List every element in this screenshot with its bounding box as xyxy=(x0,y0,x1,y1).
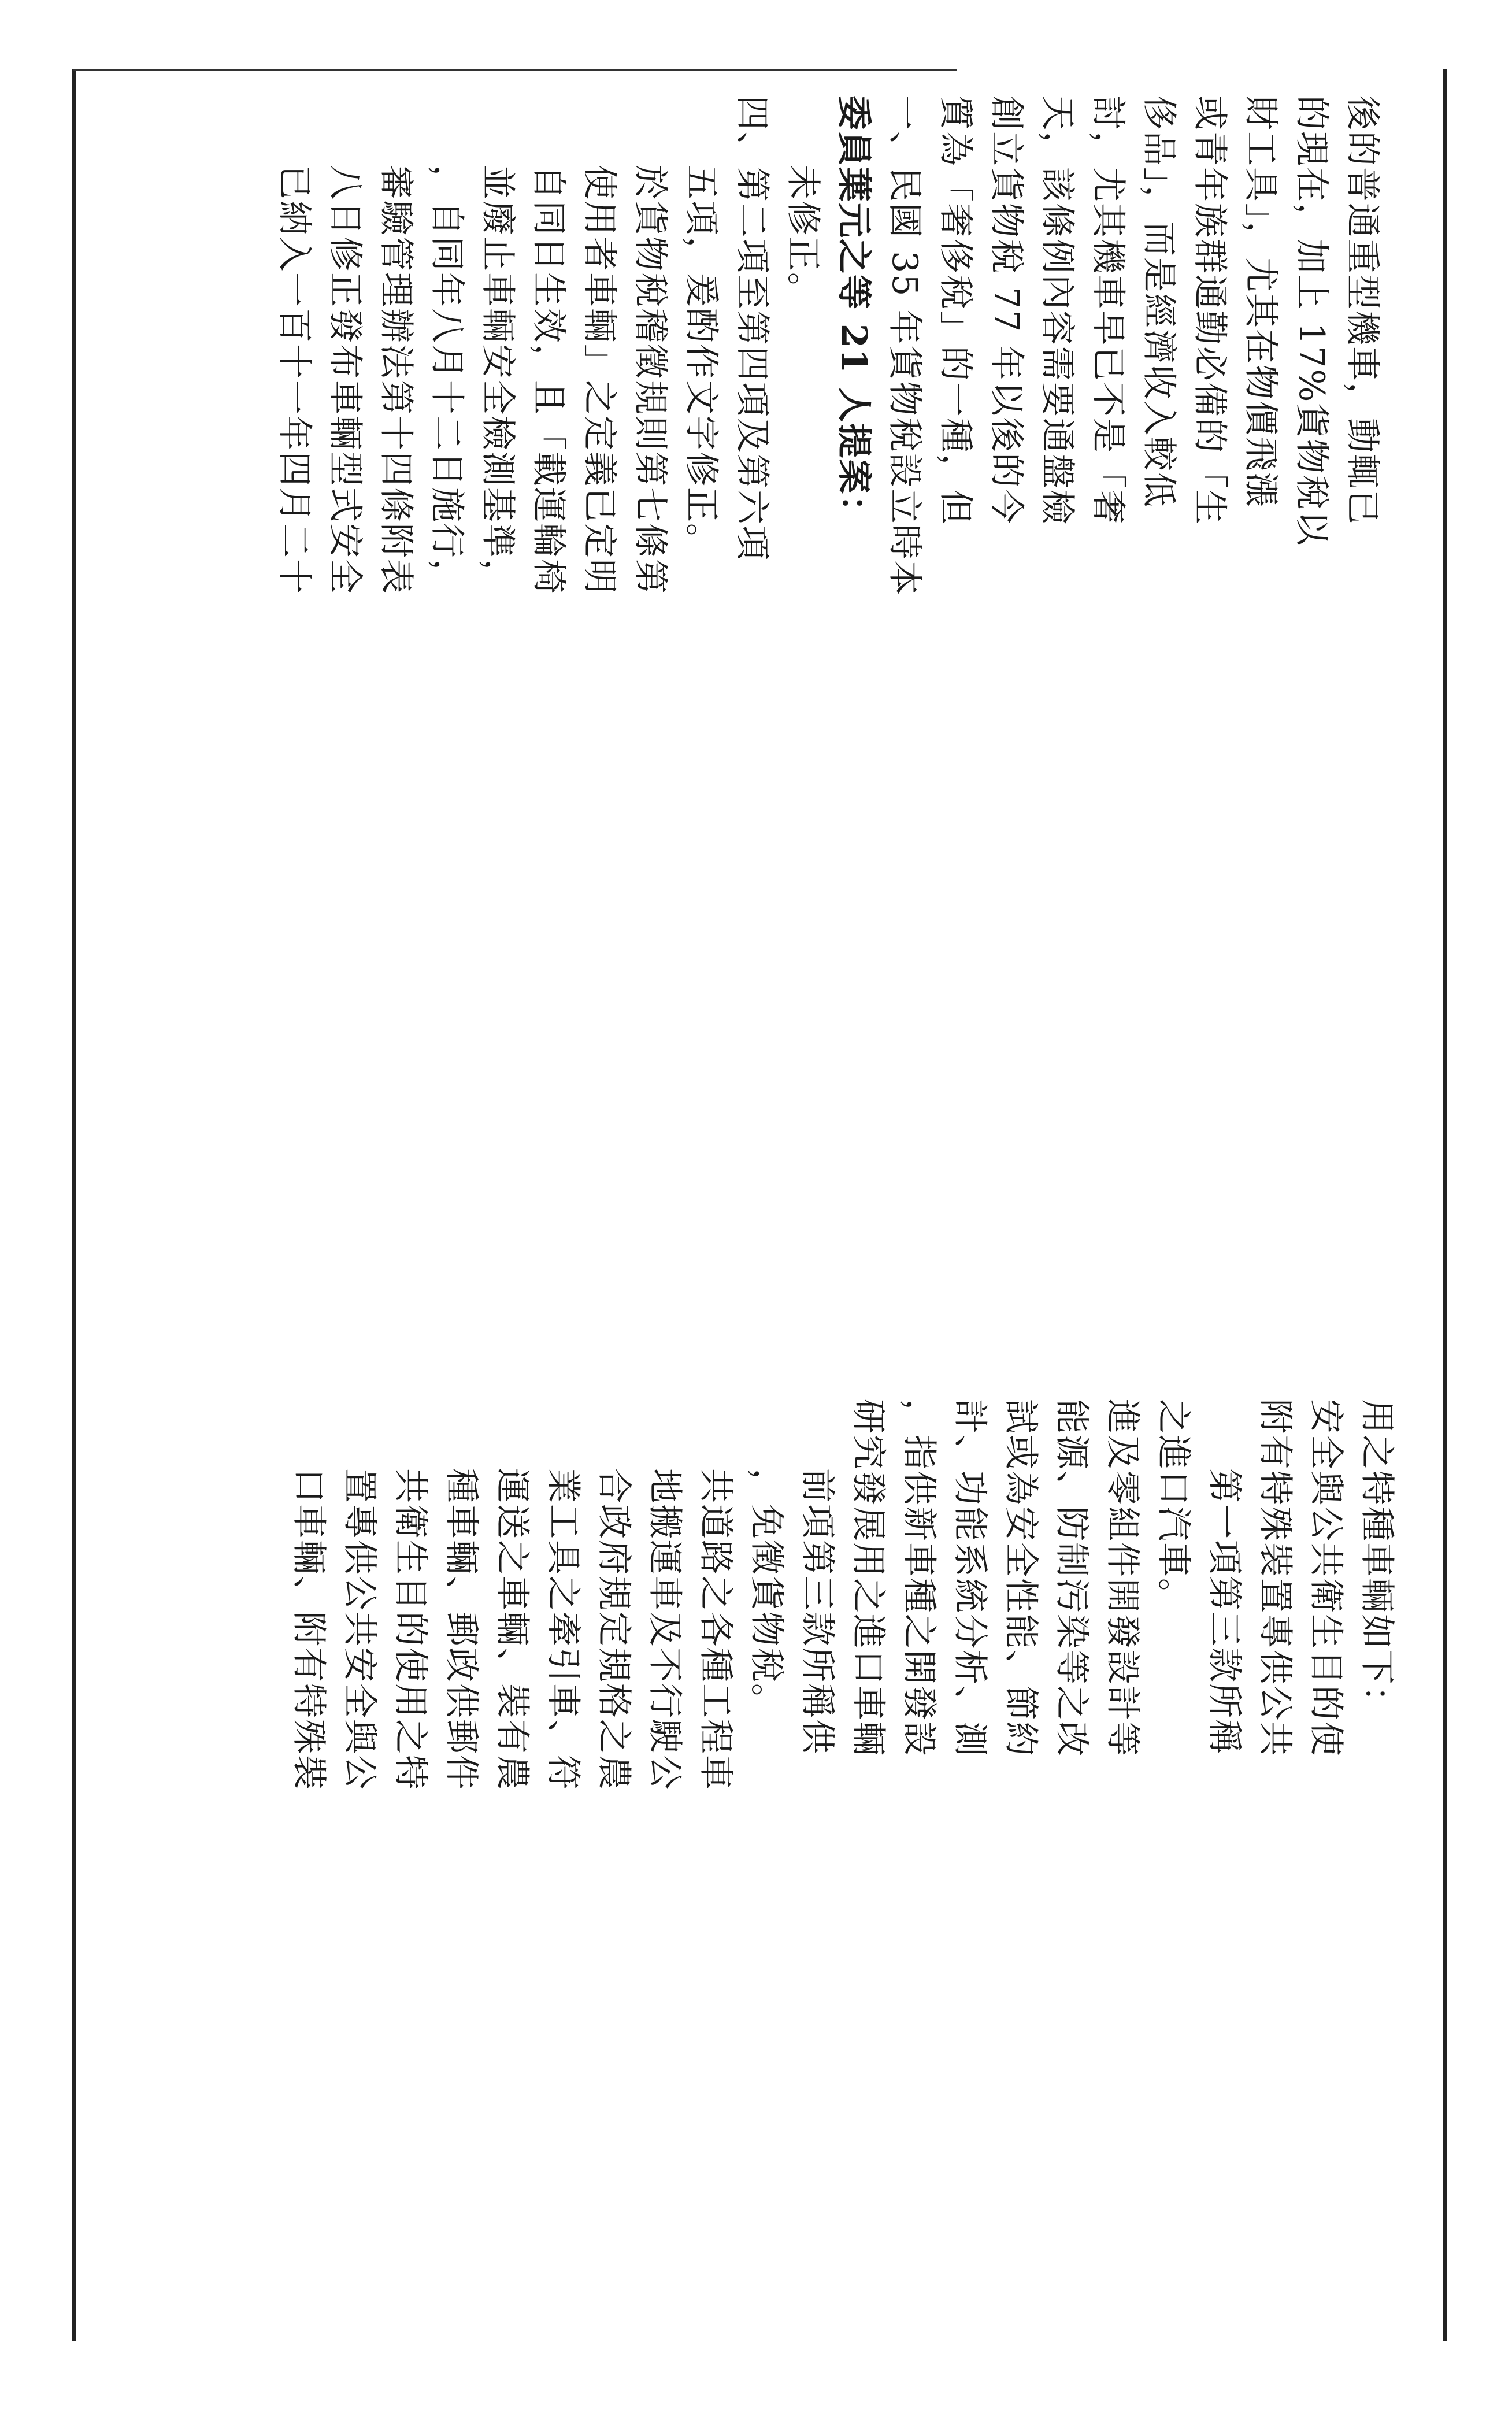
right-line-10: 後的普通重型機車，動輒已 xyxy=(1342,95,1383,525)
left-line-12: 研究發展用之進口車輛 xyxy=(848,1399,888,1757)
right-line-2: 質為「奢侈稅」的一種，但 xyxy=(935,95,976,525)
amend-line-2: 八日修正發布車輛型式安全 xyxy=(325,165,365,595)
amend-line-10: 四、第二項至第四項及第六項 xyxy=(732,95,772,561)
amend-line-6: 自同日生效，且「載運輪椅 xyxy=(528,165,569,595)
left-line-13: ，指供新車種之開發設 xyxy=(899,1399,939,1757)
right-column xyxy=(269,95,1388,597)
left-line-21: 安全與公共衛生目的使 xyxy=(1306,1399,1346,1757)
amend-line-3: 審驗管理辦法第十四條附表 xyxy=(376,165,416,595)
left-line-11: 前項第三款所稱供 xyxy=(797,1468,837,1755)
left-line-9: 共道路之各種工程車 xyxy=(695,1468,736,1791)
right-line-4: 天，該條例內容需要通盤檢 xyxy=(1037,95,1077,525)
amend-line-4: ，自同年八月十二日施行， xyxy=(427,165,467,595)
amend-line-9: 五項，爰酌作文字修正。 xyxy=(681,165,721,559)
left-line-6: 業工具之牽引車、符 xyxy=(543,1468,583,1791)
right-line-5: 討，尤其機車早已不是「奢 xyxy=(1088,95,1128,525)
left-line-5: 運送之車輛、裝有農 xyxy=(492,1468,532,1791)
left-line-14: 計、功能系統分析、測 xyxy=(950,1399,990,1757)
right-line-6: 侈品」，而是經濟收入較低 xyxy=(1139,95,1179,508)
amend-line-7: 使用者車輛」之定義已定明 xyxy=(579,165,620,595)
left-line-18: 之進口汽車。 xyxy=(1153,1399,1194,1614)
amend-line-1: 已納入一百十一年四月二十 xyxy=(274,165,314,595)
right-line-7: 或青年族群通勤必備的「生 xyxy=(1189,95,1230,525)
amend-line-5: 並廢止車輛安全檢測基準， xyxy=(477,165,518,595)
left-column xyxy=(283,1399,1402,1791)
right-line-9: 的現在，加上 17%貨物稅以 xyxy=(1291,95,1332,547)
left-line-17: 進及零組件開發設計等 xyxy=(1102,1399,1143,1757)
left-line-15: 試或為安全性能、節約 xyxy=(1000,1399,1041,1757)
left-line-8: 地搬運車及不行駛公 xyxy=(644,1468,685,1791)
left-line-20: 附有特殊裝置專供公共 xyxy=(1255,1399,1295,1757)
right-line-1: 一、民國 35 年貨物稅設立時本 xyxy=(884,95,925,597)
left-line-10: ，免徵貨物稅。 xyxy=(746,1468,787,1719)
left-line-22: 用之特種車輛如下： xyxy=(1357,1399,1397,1721)
amend-line-8: 於貨物稅稽徵規則第七條第 xyxy=(630,165,670,595)
proposal-heading: 委員葉元之等 21 人提案： xyxy=(833,95,874,531)
left-line-4: 種車輛、郵政供郵件 xyxy=(441,1468,481,1791)
left-line-1: 口車輛、附有特殊裝 xyxy=(288,1468,329,1791)
right-line-3: 創立貨物稅 77 年以後的今 xyxy=(986,95,1026,525)
left-line-3: 共衛生目的使用之特 xyxy=(390,1468,431,1791)
left-line-16: 能源、防制污染等之改 xyxy=(1051,1399,1092,1757)
left-line-19: 第一項第三款所稱 xyxy=(1204,1468,1244,1755)
left-line-2: 置專供公共安全與公 xyxy=(339,1468,380,1791)
left-line-7: 合政府規定規格之農 xyxy=(594,1468,634,1791)
amend-line-11: 未修正。 xyxy=(783,165,823,308)
right-line-8: 財工具」，尤其在物價飛漲 xyxy=(1240,95,1281,508)
